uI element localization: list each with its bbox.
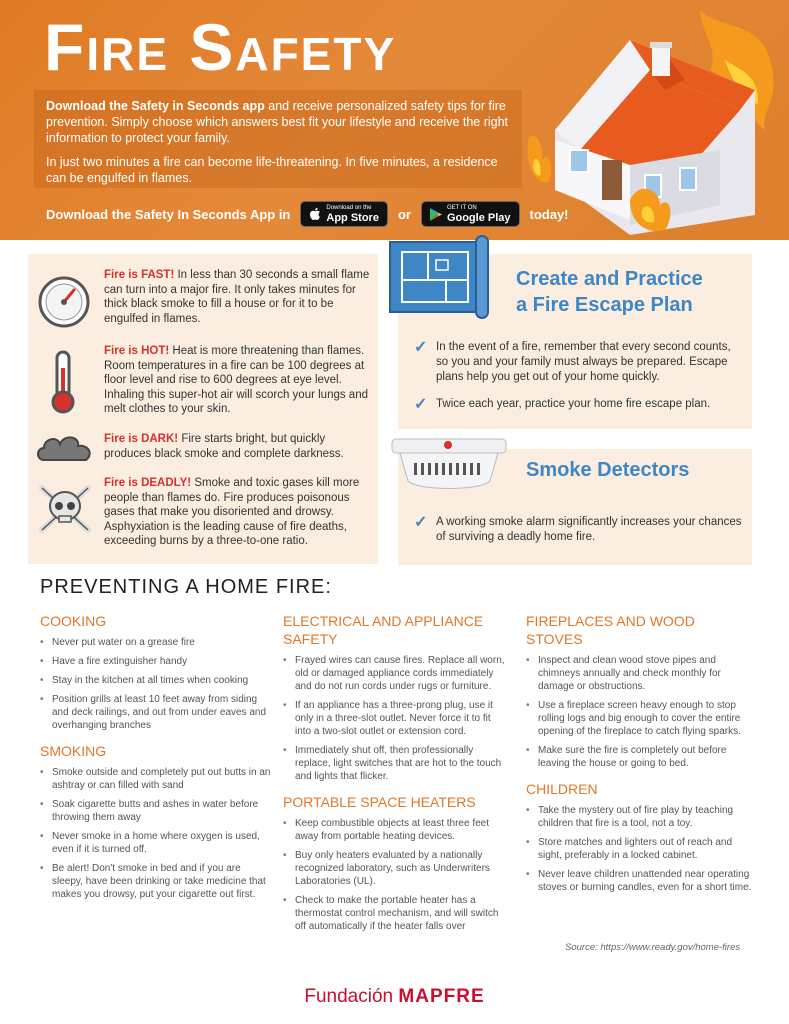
fact-dark-text: [104, 432, 374, 461]
fact-deadly-body: Smoke and toxic gases kill more people than flames do. Fire produces poisonous gases that make you disoriented and drowsy. Asphyxiation is the leading cause of fire deaths, exceeding burns by a three-to-one ratio.: [104, 477, 360, 547]
smoking-heading: SMOKING: [40, 743, 107, 759]
list-item: • Never smoke in a home where oxygen is used, even if it is turned off.: [40, 830, 272, 856]
list-item: • Never put water on a grease fire: [40, 636, 272, 649]
fire-facts-panel: [28, 254, 378, 564]
smoke-detector-panel: [398, 449, 752, 565]
app-store-small-text: Download on the: [326, 204, 372, 211]
google-play-small-text: GET IT ON: [446, 204, 477, 211]
intro-rest: and receive personalized safety tips for fire prevention. Simply choose which answers best fit your lifestyle and receive the right information to protect your family.: [46, 99, 509, 145]
list-item: • Soak cigarette butts and ashes in water before throwing them away: [40, 798, 272, 824]
fact-dark-body: Fire starts bright, but quickly produces black smoke and complete darkness.: [104, 433, 344, 460]
cooking-heading: COOKING: [40, 613, 107, 629]
prevention-column-3: [526, 612, 754, 900]
list-item: • Stay in the kitchen at all times when cooking: [40, 674, 272, 687]
cta-prefix: Download the Safety In Seconds App in: [46, 206, 291, 222]
fact-fast-body: In less than 30 seconds a small flame can turn into a major fire. It only takes minutes for thick black smoke to fill a house or for it to be engulfed in flames.: [104, 269, 370, 325]
list-item: • Position grills at least 10 feet away from siding and deck railings, and out from under eaves and overhanging branches: [40, 693, 272, 732]
app-store-label: App Store: [326, 211, 379, 224]
thermometer-icon: [48, 350, 78, 414]
smoke-item-1: [414, 515, 744, 545]
apple-icon: [309, 207, 321, 221]
fireplaces-heading: FIREPLACES AND WOOD STOVES: [526, 613, 695, 647]
list-item: • Check to make the portable heater has a thermostat control mechanism, and will switch off automatically if the heater falls over: [283, 894, 509, 933]
list-item: • Smoke outside and completely put out butts in an ashtray or can filled with sand: [40, 766, 272, 792]
escape-plan-title: [516, 266, 703, 318]
fact-fast-text: [104, 268, 374, 326]
smoking-list: [40, 766, 272, 901]
smoke-item-1-text: A working smoke alarm significantly increases your chances of surviving a deadly home fire.: [436, 516, 742, 543]
list-item: • Store matches and lighters out of reach and sight, preferably in a locked cabinet.: [526, 836, 754, 862]
escape-plan-panel: [398, 254, 752, 429]
cooking-list: [40, 636, 272, 732]
list-item: • Use a fireplace screen heavy enough to stop rolling logs and big enough to cover the entire opening of the fireplace to catch flying sparks.: [526, 699, 754, 738]
preventing-title: PREVENTING A HOME FIRE:: [40, 576, 332, 598]
google-play-label: Google Play: [446, 211, 511, 224]
prevention-column-1: [40, 612, 272, 907]
list-item: • Frayed wires can cause fires. Replace all worn, old or damaged appliance cords immediately and do not run cords under rugs or furniture.: [283, 654, 509, 693]
list-item: • Be alert! Don't smoke in bed and if you are sleepy, have been drinking or take medicine that makes you drowsy, put your cigarette out first.: [40, 862, 272, 901]
smoke-cloud-icon: [36, 430, 96, 464]
google-play-button[interactable]: [421, 201, 520, 227]
page-title: Fire Safety: [44, 10, 397, 84]
escape-item-2: [414, 397, 744, 412]
google-play-icon: [430, 208, 442, 221]
fireplaces-list: [526, 654, 754, 770]
electrical-heading: ELECTRICAL AND APPLIANCE SAFETY: [283, 613, 484, 647]
list-item: • If an appliance has a three-prong plug, use it only in a three-slot outlet. Never force it to fit into a two-slot outlet or extension cord.: [283, 699, 509, 738]
fact-hot-body: Heat is more threatening than flames. Room temperatures in a fire can be 100 degrees at floor level and rise to 600 degrees at eye level. Inhaling this super-hot air will scorch your lungs and melt clothes to your skin.: [104, 345, 368, 415]
fact-deadly-head: Fire is DEADLY!: [104, 477, 192, 489]
checkmark-icon: ✓: [414, 514, 428, 531]
burning-house-illustration: [520, 0, 789, 240]
fact-fast-head: Fire is FAST!: [104, 269, 175, 281]
cta-suffix: today!: [529, 206, 569, 222]
list-item: • Have a fire extinguisher handy: [40, 655, 272, 668]
footer-brand: MAPFRE: [398, 986, 485, 1007]
list-item: • Immediately shut off, then professionally replace, light switches that are hot to the touch and lights that flicker.: [283, 744, 509, 783]
skull-crossbones-icon: [36, 480, 94, 536]
cta-or: or: [397, 206, 411, 222]
list-item: • Buy only heaters evaluated by a nationally recognized laboratory, such as Underwriters Laboratories (UL).: [283, 849, 509, 888]
intro-paragraph-1: [46, 98, 516, 146]
fact-hot-head: Fire is HOT!: [104, 345, 170, 357]
source-citation: Source: https://www.ready.gov/home-fires: [565, 942, 741, 953]
fact-hot-text: [104, 344, 374, 417]
escape-item-2-text: Twice each year, practice your home fire escape plan.: [436, 398, 711, 410]
app-store-button[interactable]: [300, 201, 388, 227]
floor-plan-blueprint-icon: [384, 232, 494, 324]
intro-text: [46, 98, 516, 194]
intro-paragraph-2: In just two minutes a fire can become life-threatening. In five minutes, a residence can be engulfed in flames.: [46, 155, 498, 185]
list-item: • Never leave children unattended near operating stoves or burning candles, even for a short time.: [526, 868, 754, 894]
header-banner: [0, 0, 789, 240]
list-item: • Make sure the fire is completely out before leaving the house or going to bed.: [526, 744, 754, 770]
fact-deadly-text: [104, 476, 374, 549]
checkmark-icon: ✓: [414, 396, 428, 413]
heaters-heading: PORTABLE SPACE HEATERS: [283, 794, 476, 810]
speedometer-icon: [36, 274, 92, 330]
download-cta: [46, 200, 569, 228]
escape-title-line-2: a Fire Escape Plan: [516, 294, 693, 316]
intro-app-name: Download the Safety in Seconds app: [46, 99, 265, 113]
list-item: • Take the mystery out of fire play by teaching children that fire is a tool, not a toy.: [526, 804, 754, 830]
list-item: • Inspect and clean wood stove pipes and chimneys annually and check monthly for damage or obstructions.: [526, 654, 754, 693]
children-list: [526, 804, 754, 894]
footer-logo: [0, 986, 789, 1008]
checkmark-icon: ✓: [414, 339, 428, 356]
prevention-column-2: [283, 612, 509, 939]
footer-prefix: Fundación: [304, 986, 399, 1007]
smoke-detectors-title: Smoke Detectors: [526, 459, 690, 481]
electrical-list: [283, 654, 509, 783]
escape-title-line-1: Create and Practice: [516, 268, 703, 290]
smoke-detector-icon: [390, 437, 508, 497]
escape-item-1: [414, 340, 744, 385]
escape-item-1-text: In the event of a fire, remember that every second counts, so you and your family must always be prepared. Escape plans help you get out of your home quickly.: [436, 341, 731, 383]
heaters-list: [283, 817, 509, 933]
list-item: • Keep combustible objects at least three feet away from portable heating devices.: [283, 817, 509, 843]
children-heading: CHILDREN: [526, 781, 598, 797]
fact-dark-head: Fire is DARK!: [104, 433, 179, 445]
